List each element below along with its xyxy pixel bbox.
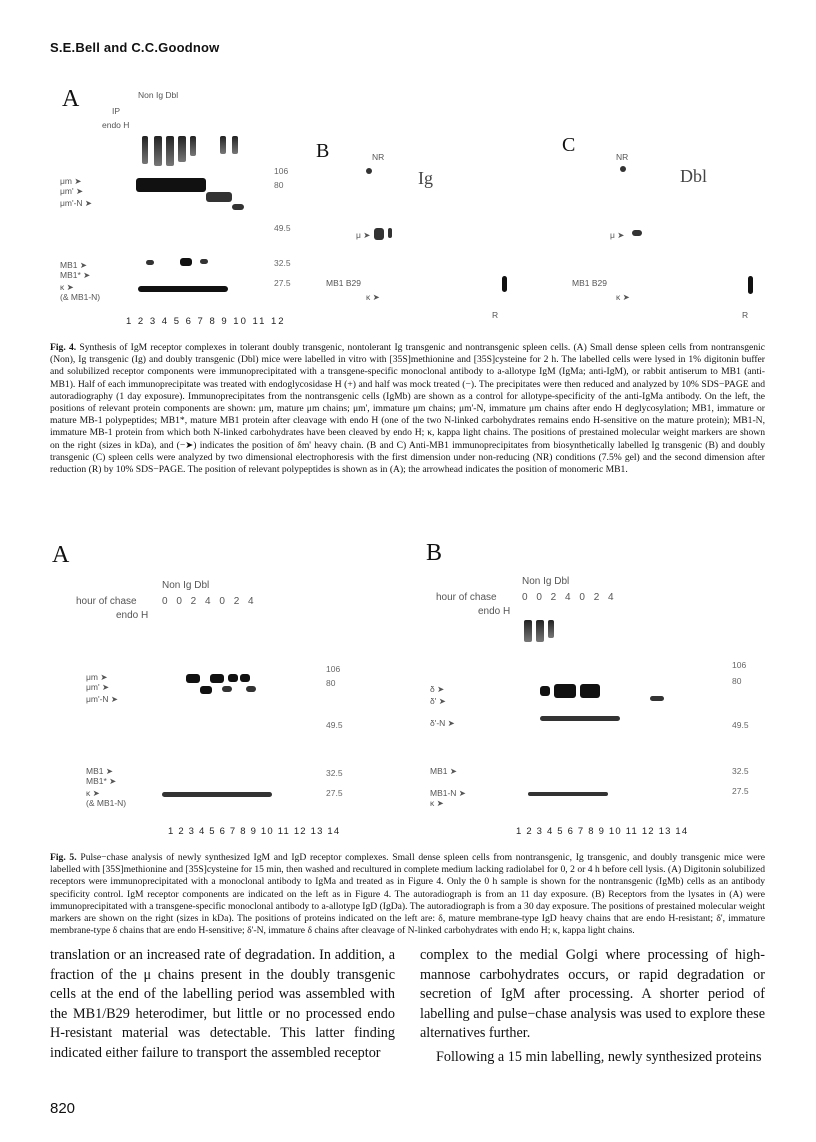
caption-title: Fig. 5. xyxy=(50,852,77,863)
gel-band xyxy=(220,136,226,154)
gel-band xyxy=(232,136,238,154)
marker-49-5: 49.5 xyxy=(326,720,343,730)
gel-band xyxy=(142,136,148,164)
lane-numbers: 1 2 3 4 5 6 7 8 9 10 11 12 xyxy=(126,316,286,327)
body-paragraph: complex to the medial Golgi where processing of high-mannose carbohydrates occurs, or rapid degradation or secretion of IgM after processing. A shorter period of labelling and pulse−chase analysis was used to explore these alternatives further. xyxy=(420,947,765,1042)
label-delta-n: δ'-N ➤ xyxy=(430,718,455,728)
caption-text: Synthesis of IgM receptor complexes in tolerant doubly transgenic, nontolerant Ig transgenic and nontransgenic spleen cells. (A) Small dense spleen cells from nontransgenic (Non), Ig transgenic (Ig) and doubly transgenic (Dbl) mice were labelled in vitro with [35S]methionine and [35S]cysteine for 2 h. The labelled cells were lysed in 1% digitonin buffer and solubilized receptor components were immunoprecipitated with a transgene-specific monoclonal antibody to a-allotype IgM (IgMa; anti-IgM), or rabbit antiserum to MB1 (anti-MB1). Half of each immunoprecipitate was treated with endoglycosidase H (+) and half was mock treated (−). The precipitates were then reduced and analyzed by 10% SDS−PAGE and autoradiography (1 day exposure). Immunoprecipitates from the nontransgenic cells (IgMb) are shown as a control for allotype-specificity of the anti-IgMa antibody. On the left, the positions of relevant protein components are shown: μm, mature μm chains; μm', immature μm chains; μm'-N, immature μm chains after endo H deglycosylation; MB1, immature or mature MB-1 polypeptides; MB1*, mature MB1 protein after cleavage with endo H (one of the two N-linked carbohydrates remains endo H-sensitive on the mature protein); MB1-N, immature MB-1 protein from which both N-linked carbohydrates have been cleaved by endo H; κ, kappa light chains. The positions of prestained molecular weight markers are shown on the right (sizes in kDa), and (−➤) indicates the position of δm' heavy chain. (B and C) Anti-MB1 immunoprecipitates from biosynthetically labelled Ig transgenic (B) and doubly transgenic (C) spleen cells were analyzed by two dimensional electrophoresis with the first dimension under non-reducing (NR) conditions (7.5% gel) and the second dimension after reduction (R) by 10% SDS−PAGE. The position of relevant polypeptides is shown as in (A); the arrowhead indicates the position of monomeric MB1. xyxy=(50,342,765,476)
marker-27-5: 27.5 xyxy=(274,278,291,288)
marker-49-5: 49.5 xyxy=(732,720,749,730)
label-kappa: κ ➤ xyxy=(86,788,100,798)
label-delta: δ ➤ xyxy=(430,684,445,694)
gel-band xyxy=(210,674,224,683)
marker-106: 106 xyxy=(326,664,341,674)
gel-spot xyxy=(748,276,753,294)
endo-label: endo H xyxy=(116,610,149,621)
gel-band xyxy=(540,716,620,721)
panel-title: Dbl xyxy=(680,166,707,186)
group-labels: Non Ig Dbl xyxy=(162,580,210,591)
figure-4 xyxy=(50,80,770,340)
gel-band xyxy=(154,136,162,166)
label-kappa: κ ➤ xyxy=(430,798,444,808)
fig5-panel-b xyxy=(420,540,770,845)
marker-106: 106 xyxy=(732,660,747,670)
label-mb1-n: MB1-N ➤ xyxy=(430,788,466,798)
fig4-panel-b xyxy=(270,80,520,335)
ip-label: IP xyxy=(112,106,121,116)
mb1-b29-label: MB1 B29 xyxy=(326,278,361,288)
gel-band xyxy=(180,258,192,266)
panel-letter: B xyxy=(316,140,330,162)
label-mu-m: μm ➤ xyxy=(60,176,82,186)
running-header: S.E.Bell and C.C.Goodnow xyxy=(50,40,220,55)
panel-letter: A xyxy=(62,86,80,112)
gel-band xyxy=(190,136,196,156)
panel-letter: A xyxy=(52,542,70,568)
gel-band xyxy=(528,792,608,796)
label-mu-m-prime: μm' ➤ xyxy=(86,682,110,692)
gel-band xyxy=(246,686,256,692)
label-mb1-n: (& MB1-N) xyxy=(86,798,127,808)
label-mu-m: μm ➤ xyxy=(86,672,108,682)
panel-letter: B xyxy=(426,540,443,566)
chase-label: hour of chase xyxy=(436,592,497,603)
gel-band xyxy=(162,792,272,797)
gel-band xyxy=(186,674,200,683)
fig5-panel-a xyxy=(50,540,380,845)
kappa-label: κ ➤ xyxy=(366,292,380,302)
label-mb1: MB1 ➤ xyxy=(60,260,87,270)
gel-band xyxy=(222,686,232,692)
label-mu-m-n: μm'-N ➤ xyxy=(86,694,119,704)
marker-32-5: 32.5 xyxy=(326,768,343,778)
gel-band xyxy=(536,620,544,642)
gel-band xyxy=(200,686,212,694)
marker-80: 80 xyxy=(274,180,284,190)
label-mb1-star: MB1* ➤ xyxy=(60,270,91,280)
body-left-column xyxy=(50,946,395,1064)
chase-values: 0 0 2 4 0 2 4 xyxy=(522,592,617,603)
label-mu-m-prime: μm' ➤ xyxy=(60,186,84,196)
marker-32-5: 32.5 xyxy=(732,766,749,776)
figure-5 xyxy=(50,540,770,850)
gel-spot xyxy=(366,168,372,174)
mb1-b29-label: MB1 B29 xyxy=(572,278,607,288)
gel-band xyxy=(206,192,232,202)
gel-band xyxy=(136,178,206,192)
endo-label: endo H xyxy=(478,606,511,617)
chase-values: 0 0 2 4 0 2 4 xyxy=(162,596,257,607)
gel-band xyxy=(650,696,664,701)
label-mb1: MB1 ➤ xyxy=(86,766,113,776)
gel-band xyxy=(580,684,600,698)
label-mb1-star: MB1* ➤ xyxy=(86,776,117,786)
panel-title: Ig xyxy=(418,168,433,188)
mu-label: μ ➤ xyxy=(610,230,625,240)
group-labels: Non Ig Dbl xyxy=(138,90,179,100)
body-paragraph: Following a 15 min labelling, newly synthesized proteins xyxy=(436,1048,762,1065)
caption-text: Pulse−chase analysis of newly synthesized IgM and IgD receptor complexes. Small dense spleen cells from nontransgenic, Ig transgenic, and doubly transgenic mice were labelled with [35S]methionine and [35S]cysteine for 15 min, then washed and recultured in complete medium lacking radiolabel for 0, 2 or 4 h before cell lysis. (A) Digitonin solubilized receptors were immunoprecipitated with a monoclonal antibody to IgMa and treated as in Figure 4. Only the 0 h sample is shown for the nontransgenic (IgMb) cells as an antibody specificity control. IgM receptor components are indicated on the left as in Figure 4. The autoradiograph is from an 11 day exposure. (B) Receptors from the lysates in (A) were immunoprecipitated with a transgene-specific monoclonal antibody to a-allotype IgD (IgDa). The autoradiograph is from a 30 day exposure. The positions of prestained molecular weight markers are shown on the right (sizes in kDa). The positions of proteins indicated on the left are: δ, mature membrane-type IgD heavy chains that are endo H-resistant; δ', immature membrane-type δ chains that are endo H-sensitive; δ'-N, immature δ chains after cleavage of N-linked carbohydrates with endo H; κ, kappa light chains. xyxy=(50,852,765,937)
marker-80: 80 xyxy=(732,676,742,686)
chase-label: hour of chase xyxy=(76,596,137,607)
lane-numbers: 1 2 3 4 5 6 7 8 9 10 11 12 13 14 xyxy=(168,826,341,837)
gel-spot xyxy=(374,228,384,240)
marker-27-5: 27.5 xyxy=(732,786,749,796)
lane-numbers: 1 2 3 4 5 6 7 8 9 10 11 12 13 14 xyxy=(516,826,689,837)
endo-label: endo H xyxy=(102,120,130,130)
mu-label: μ ➤ xyxy=(356,230,371,240)
gel-band xyxy=(540,686,550,696)
gel-band xyxy=(524,620,532,642)
fig4-panel-a xyxy=(50,80,300,335)
label-mu-m-n: μm'-N ➤ xyxy=(60,198,93,208)
gel-spot xyxy=(388,228,392,238)
group-labels: Non Ig Dbl xyxy=(522,576,570,587)
nr-label: NR xyxy=(372,152,385,162)
gel-spot xyxy=(620,166,626,172)
gel-band xyxy=(228,674,238,682)
body-right-column xyxy=(420,946,765,1068)
marker-106: 106 xyxy=(274,166,289,176)
gel-band xyxy=(554,684,576,698)
fig4-panel-c xyxy=(520,80,770,335)
page-number: 820 xyxy=(50,1100,76,1117)
gel-band xyxy=(138,286,228,292)
gel-band xyxy=(240,674,250,682)
label-mb1: MB1 ➤ xyxy=(430,766,457,776)
panel-letter: C xyxy=(562,134,576,156)
r-label: R xyxy=(742,310,749,320)
gel-spot xyxy=(502,276,507,292)
fig4-caption xyxy=(50,342,765,476)
gel-band xyxy=(232,204,244,210)
label-kappa: κ ➤ xyxy=(60,282,74,292)
label-delta-prime: δ' ➤ xyxy=(430,696,446,706)
caption-title: Fig. 4. xyxy=(50,342,77,353)
gel-spot xyxy=(632,230,642,236)
nr-label: NR xyxy=(616,152,629,162)
fig5-caption xyxy=(50,852,765,937)
gel-band xyxy=(146,260,154,265)
marker-49-5: 49.5 xyxy=(274,223,291,233)
kappa-label: κ ➤ xyxy=(616,292,630,302)
marker-32-5: 32.5 xyxy=(274,258,291,268)
gel-band xyxy=(166,136,174,166)
label-mb1-n: (& MB1-N) xyxy=(60,292,101,302)
marker-27-5: 27.5 xyxy=(326,788,343,798)
marker-80: 80 xyxy=(326,678,336,688)
gel-band xyxy=(548,620,554,638)
gel-band xyxy=(200,259,208,264)
gel-band xyxy=(178,136,186,162)
r-label: R xyxy=(492,310,499,320)
body-paragraph: translation or an increased rate of degradation. In addition, a fraction of the μ chains present in the doubly transgenic cells at the end of the labelling period was assembled with the MB1/B29 heterodimer, but little or no processed endo H-resistant material was detectable. This latter finding indicated either failure to transport the assembled receptor xyxy=(50,947,395,1061)
